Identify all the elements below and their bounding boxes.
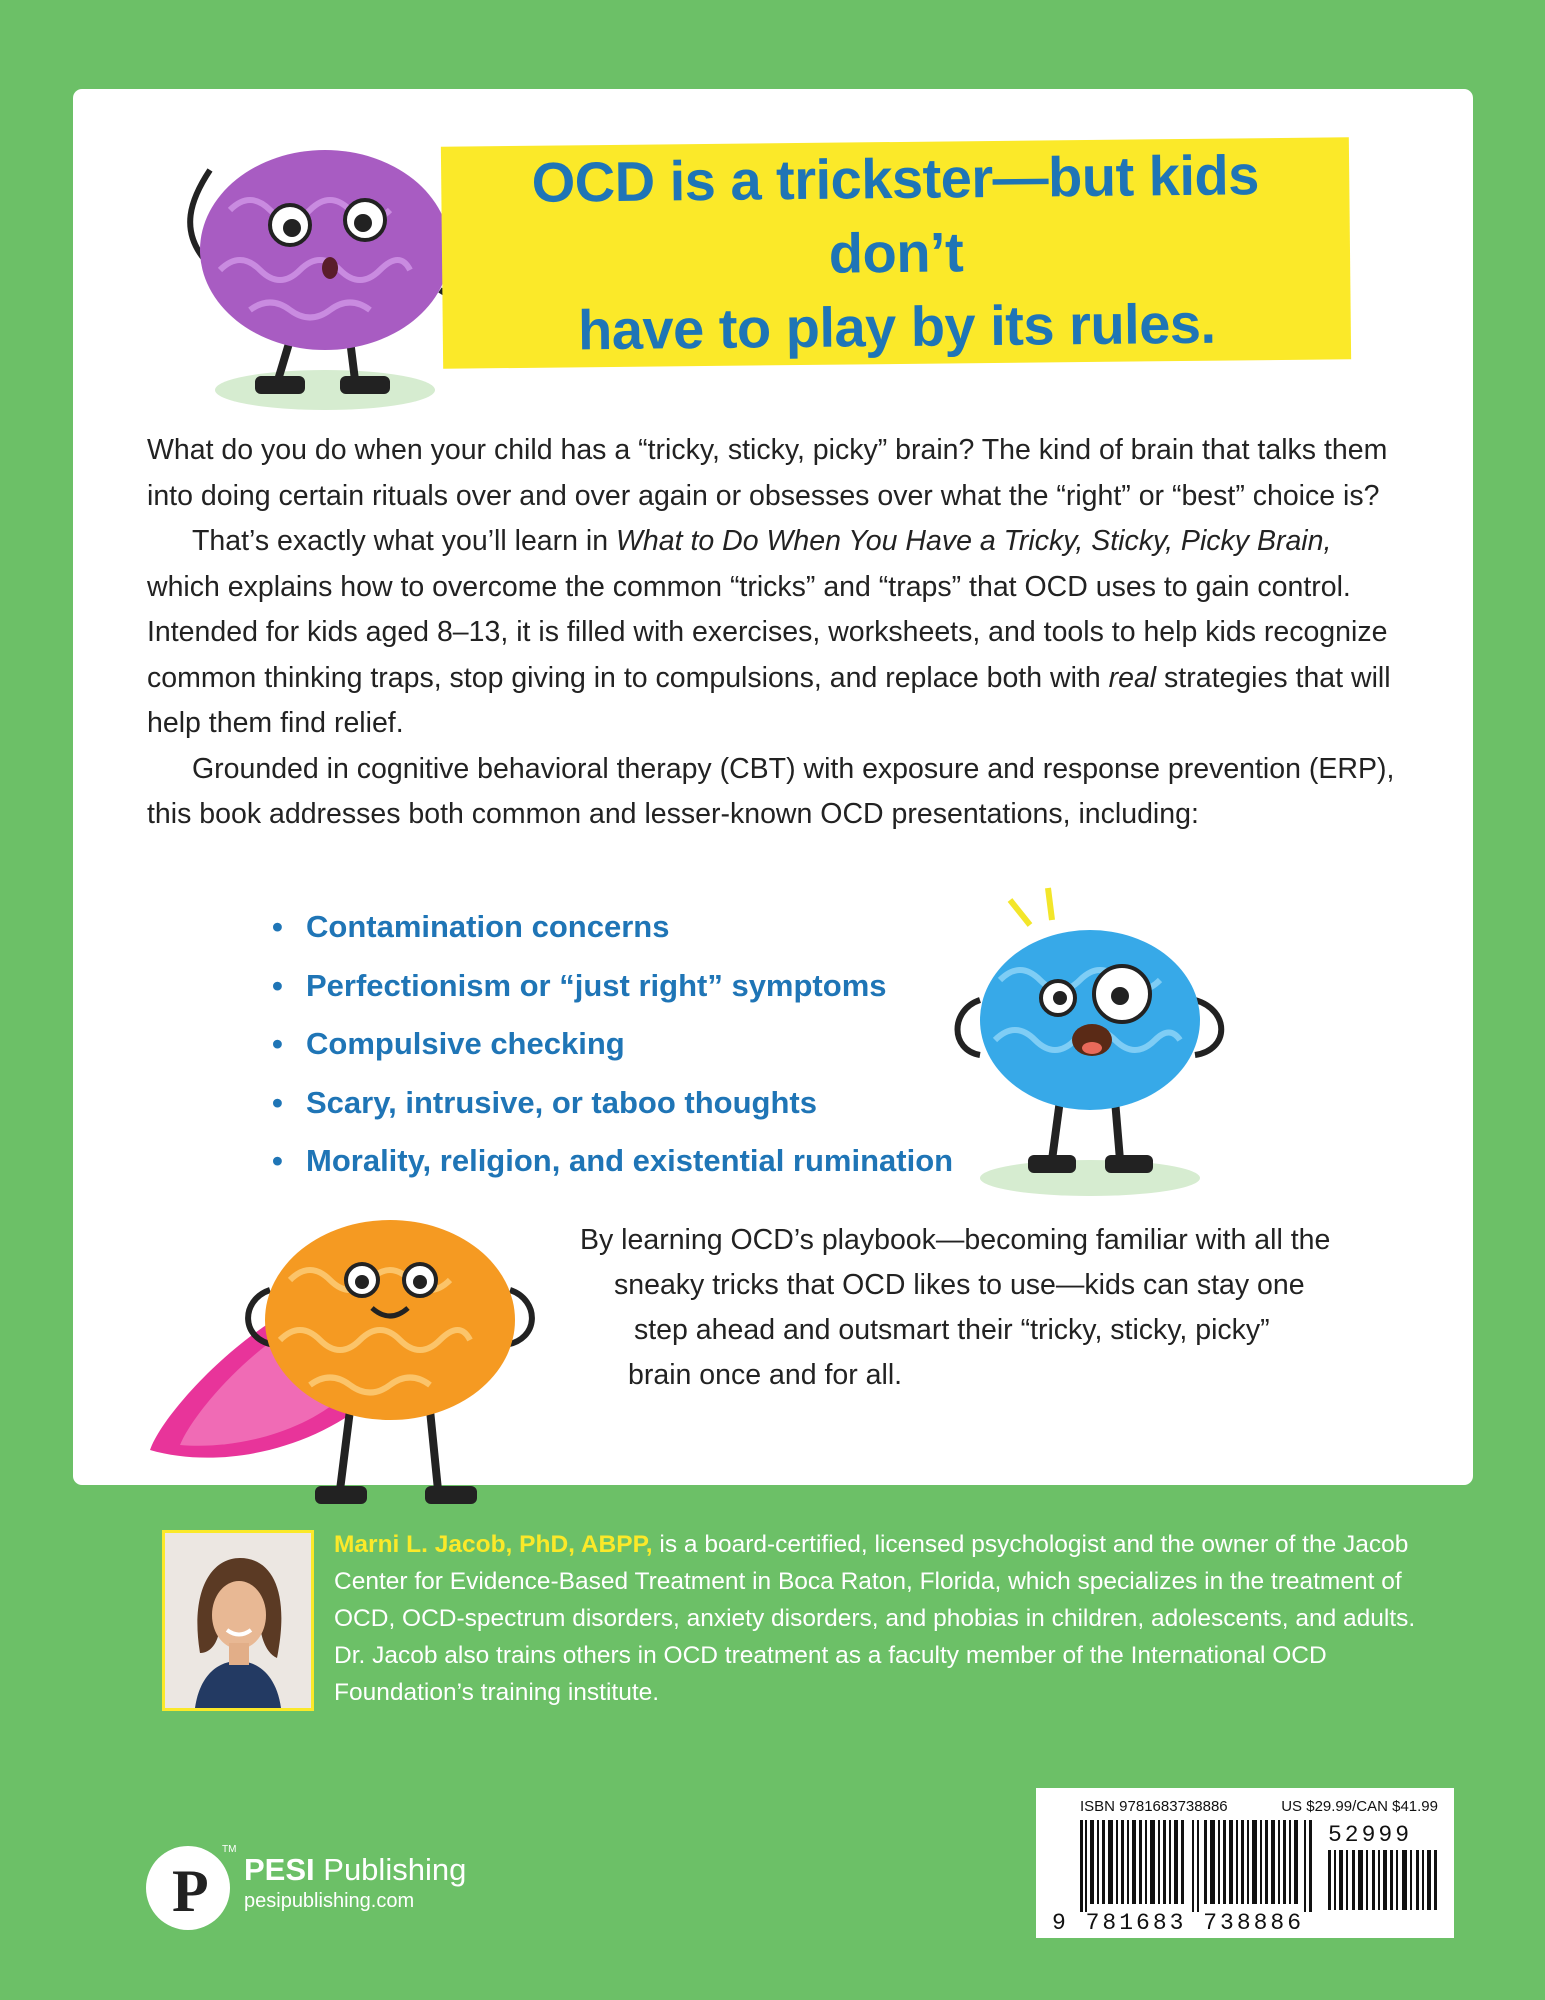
author-bio-text: is a board-certified, licensed psychologist and the owner of the Jacob Center for Evidence-Based Treatment in Boca Raton, Florida, which specializes in the treatment of OCD, OCD-spectrum disorders, anxiety disorders, and phobias in children, adolescents, and adults. Dr. Jacob also trains others in OCD treatment as a faculty member of the International OCD Foundation’s training institute. [334, 1531, 1416, 1706]
closing-line-1: By learning OCD’s playbook—becoming familiar with all the [580, 1224, 1331, 1256]
book-title-italic: What to Do When You Have a Tricky, Sticky, Picky Brain, [616, 525, 1332, 557]
book-description [147, 428, 1397, 838]
headline-line-2: have to play by its rules. [577, 291, 1216, 362]
description-paragraph-1: What do you do when your child has a “tricky, sticky, picky” brain? The kind of brain that talks them into doing certain rituals over and over again or obsesses over what the “right” or “best” choice is? [147, 434, 1388, 512]
closing-line-3: step ahead and outsmart their “tricky, sticky, picky” [634, 1314, 1270, 1346]
p2-mid: which explains how to overcome the common “tricks” and “traps” that OCD uses to gain control. Intended for kids aged 8–13, it is filled with exercises, worksheets, and tools to help kids recognize common thinking traps, stop giving in to compulsions, and replace both with [147, 570, 1388, 694]
barcode-box [1036, 1788, 1454, 1938]
list-item: • Compulsive checking [272, 1015, 953, 1074]
logo-letter: P [172, 1858, 209, 1924]
barcode-addon-number: 52999 [1328, 1822, 1413, 1848]
list-item: • Contamination concerns [272, 898, 953, 957]
closing-line-4: brain once and for all. [628, 1359, 903, 1391]
author-bio [334, 1526, 1434, 1711]
p2-end: strategies that will help them find relief. [147, 661, 1391, 739]
headline-banner [441, 137, 1351, 368]
trademark-mark: TM [222, 1844, 237, 1855]
author-photo [162, 1530, 314, 1711]
author-portrait-icon [165, 1533, 311, 1708]
real-italic: real [1108, 661, 1157, 694]
author-name: Marni L. Jacob, PhD, ABPP, [334, 1531, 653, 1558]
list-item: • Scary, intrusive, or taboo thoughts [272, 1074, 953, 1133]
list-item: • Perfectionism or “just right” symptoms [272, 957, 953, 1016]
closing-line-2: sneaky tricks that OCD likes to use—kids can stay one [614, 1269, 1305, 1301]
price-text: US $29.99/CAN $41.99 [1281, 1798, 1438, 1815]
addon-barcode-icon [1328, 1850, 1438, 1910]
description-paragraph-2 [147, 519, 1397, 747]
presentations-list [272, 898, 953, 1191]
publisher-logo-text [244, 1852, 466, 1914]
pesi-logo-icon [138, 1838, 248, 1938]
publisher-name [244, 1852, 466, 1888]
headline-line-1: OCD is a trickster—but kids don’t [531, 143, 1260, 285]
orange-brain-superhero-mascot-icon [140, 1200, 610, 1530]
publisher-url: pesipublishing.com [244, 1890, 415, 1912]
publisher-brand-bold: PESI [244, 1852, 315, 1887]
p2-start: That’s exactly what you’ll learn in [192, 525, 617, 557]
isbn-text: ISBN 9781683738886 [1080, 1798, 1228, 1815]
description-paragraph-3: Grounded in cognitive behavioral therapy (CBT) with exposure and response prevention (ERP), this book addresses both common and lesser-known OCD presentations, including: [147, 752, 1395, 830]
headline-text [485, 138, 1307, 369]
isbn-barcode-icon [1080, 1820, 1318, 1912]
list-item: • Morality, religion, and existential rumination [272, 1132, 953, 1191]
blue-brain-mascot-icon [940, 880, 1240, 1200]
publisher-brand-rest: Publishing [314, 1852, 467, 1887]
barcode-number: 9 781683 738886 [1052, 1910, 1305, 1936]
